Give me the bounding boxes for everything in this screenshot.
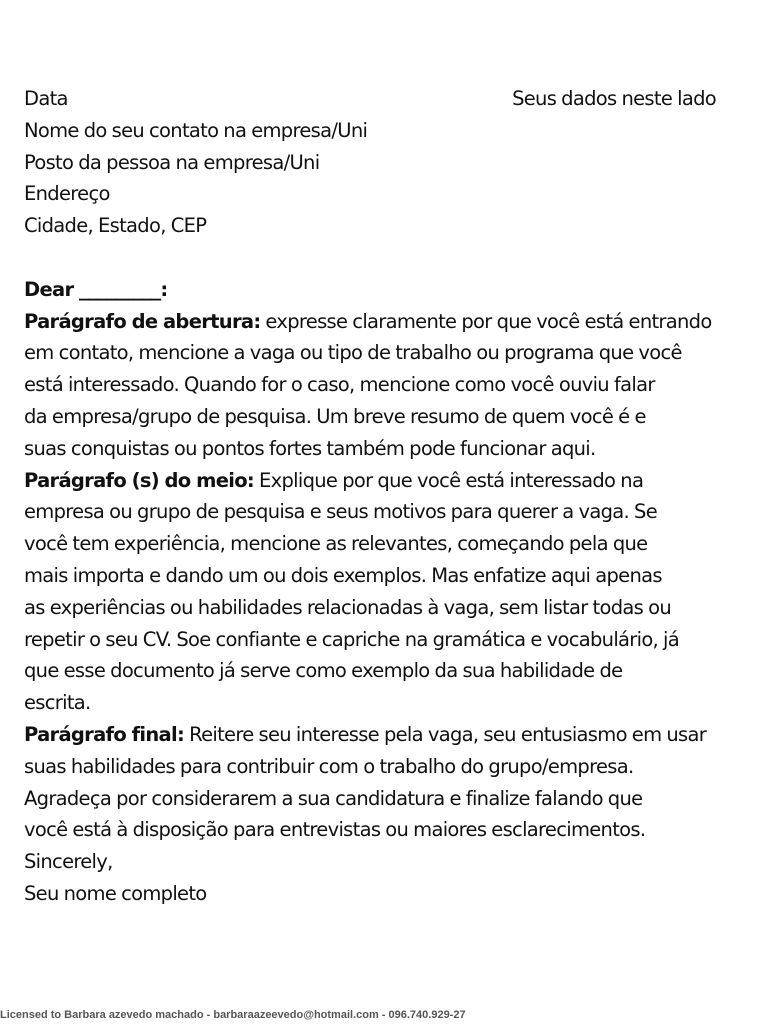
- greeting: Dear _________:: [24, 277, 168, 301]
- contact-position-placeholder: Posto da pessoa na empresa/Uni: [24, 150, 320, 174]
- final-line: Agradeça por considerarem a sua candidatura e finalize falando que: [24, 786, 643, 810]
- middle-line: as experiências ou habilidades relacionadas à vaga, sem listar todas ou: [24, 595, 671, 619]
- opening-label: Parágrafo de abertura:: [24, 309, 261, 333]
- license-footer: Licensed to Barbara azevedo machado - barbaraazeevedo@hotmail.com - 096.740.929-27: [0, 1009, 466, 1021]
- opening-line: suas conquistas ou pontos fortes também pode funcionar aqui.: [24, 436, 596, 460]
- middle-label: Parágrafo (s) do meio:: [24, 468, 254, 492]
- header-top-row: [24, 83, 716, 115]
- middle-line: você tem experiência, mencione as relevantes, começando pela que: [24, 532, 648, 556]
- middle-line: empresa ou grupo de pesquisa e seus motivos para querer a vaga. Se: [24, 500, 658, 524]
- final-line: Reitere seu interesse pela vaga, seu entusiasmo em usar: [184, 722, 707, 746]
- opening-line: expresse claramente por que você está entrando: [260, 309, 712, 333]
- final-line: suas habilidades para contribuir com o trabalho do grupo/empresa.: [24, 754, 634, 778]
- spacer: [24, 242, 744, 274]
- city-state-zip-placeholder: Cidade, Estado, CEP: [24, 214, 207, 238]
- middle-line: repetir o seu CV. Soe confiante e capriche na gramática e vocabulário, já: [24, 627, 680, 651]
- opening-line: da empresa/grupo de pesquisa. Um breve resumo de quem você é e: [24, 404, 646, 428]
- middle-paragraph: [24, 465, 744, 719]
- closing: Sincerely,: [24, 850, 113, 874]
- opening-paragraph: [24, 306, 744, 465]
- opening-line: está interessado. Quando for o caso, mencione como você ouviu falar: [24, 373, 655, 397]
- final-paragraph: [24, 719, 744, 846]
- middle-line: que esse documento já serve como exemplo da sua habilidade de: [24, 659, 623, 683]
- middle-line: escrita.: [24, 691, 91, 715]
- final-line: você está à disposição para entrevistas ou maiores esclarecimentos.: [24, 818, 646, 842]
- contact-name-placeholder: Nome do seu contato na empresa/Uni: [24, 118, 368, 142]
- final-label: Parágrafo final:: [24, 722, 185, 746]
- signature-placeholder: Seu nome completo: [24, 881, 207, 905]
- address-placeholder: Endereço: [24, 182, 110, 206]
- middle-line: mais importa e dando um ou dois exemplos. Mas enfatize aqui apenas: [24, 563, 662, 587]
- cover-letter-template: [24, 83, 744, 910]
- middle-line: Explique por que você está interessado na: [254, 468, 644, 492]
- date-placeholder: Data: [24, 87, 68, 110]
- opening-line: em contato, mencione a vaga ou tipo de trabalho ou programa que você: [24, 341, 682, 365]
- your-data-placeholder: Seus dados neste lado: [512, 87, 716, 110]
